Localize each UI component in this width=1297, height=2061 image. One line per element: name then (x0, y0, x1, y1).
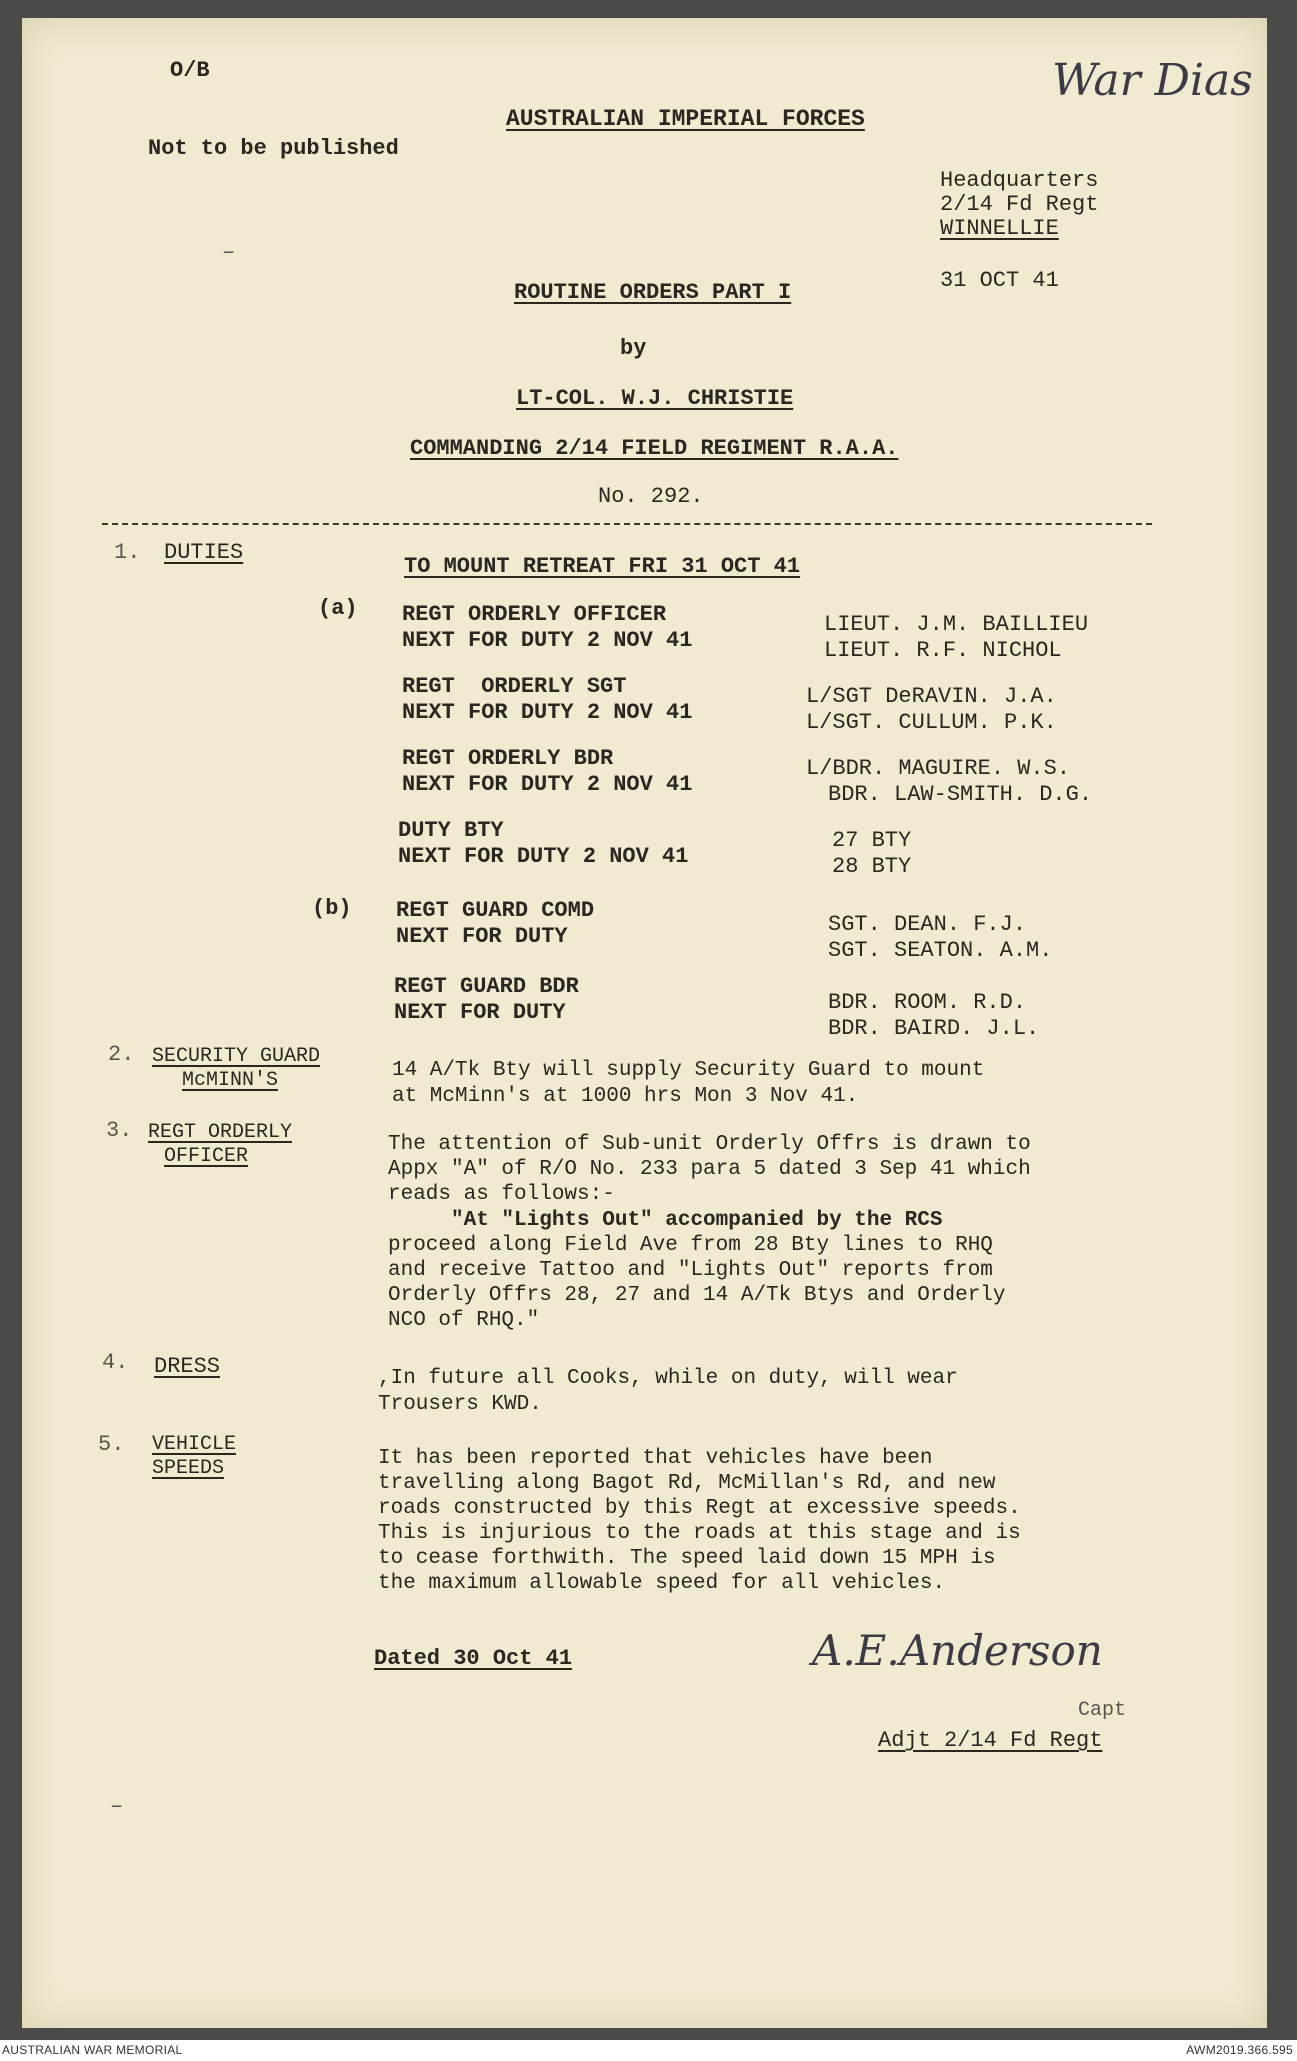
signature: A.E.Anderson (812, 1626, 1103, 1675)
duty-name-next: BDR. LAW-SMITH. D.G. (828, 782, 1093, 807)
vehicle-text-line: the maximum allowable speed for all vehicles. (378, 1572, 946, 1595)
orders-by: by (620, 336, 647, 361)
section-3-heading: REGT ORDERLY (148, 1121, 293, 1144)
security-text-line: 14 A/Tk Bty will supply Security Guard to mount (392, 1059, 985, 1082)
duty-role: REGT ORDERLY OFFICER (402, 602, 667, 627)
section-4-heading: DRESS (154, 1354, 221, 1379)
section-3-number: 3. (106, 1118, 133, 1143)
orderly-text-line: NCO of RHQ." (388, 1309, 540, 1332)
orders-number: No. 292. (598, 484, 704, 509)
orderly-text-line: "At "Lights Out" accompanied by the RCS (388, 1209, 943, 1232)
command-line: COMMANDING 2/14 FIELD REGIMENT R.A.A. (410, 436, 899, 461)
hq-line-2: 2/14 Fd Regt (940, 192, 1099, 217)
duty-role: DUTY BTY (398, 818, 504, 843)
orderly-text-line: Appx "A" of R/O No. 233 para 5 dated 3 Sep 41 which (388, 1158, 1031, 1181)
orderly-text-line: The attention of Sub-unit Orderly Offrs is drawn to (388, 1133, 1031, 1156)
security-text-line: at McMinn's at 1000 hrs Mon 3 Nov 41. (392, 1085, 859, 1108)
duty-next: NEXT FOR DUTY (394, 1000, 566, 1025)
stray-mark: – (110, 1794, 124, 1819)
duty-name: SGT. DEAN. F.J. (828, 912, 1027, 937)
hq-location: WINNELLIE (940, 216, 1059, 241)
section-1-heading: DUTIES (164, 540, 244, 565)
signatory-appointment: Adjt 2/14 Fd Regt (878, 1728, 1103, 1753)
vehicle-text-line: It has been reported that vehicles have been (378, 1447, 933, 1470)
duty-role: REGT ORDERLY SGT (402, 674, 627, 699)
subsection-b-label: (b) (312, 896, 352, 921)
duty-name: LIEUT. J.M. BAILLIEU (824, 612, 1089, 637)
divider-line (102, 523, 1152, 525)
archive-accession-number: AWM2019.366.595 (1186, 2043, 1293, 2057)
orders-title: ROUTINE ORDERS PART I (514, 280, 792, 305)
signatory-rank: Capt (1078, 1699, 1127, 1722)
section-2-number: 2. (108, 1042, 135, 1067)
vehicle-text-line: travelling along Bagot Rd, McMillan's Rd, and new (378, 1472, 996, 1495)
file-reference: O/B (170, 58, 210, 83)
vehicle-text-line: This is injurious to the roads at this stage and is (378, 1522, 1021, 1545)
duty-role: REGT ORDERLY BDR (402, 746, 614, 771)
duty-next: NEXT FOR DUTY 2 NOV 41 (398, 844, 689, 869)
commander-name: LT-COL. W.J. CHRISTIE (516, 386, 794, 411)
restriction-note: Not to be published (148, 136, 399, 161)
orderly-text-line: Orderly Offrs 28, 27 and 14 A/Tk Btys and Orderly (388, 1284, 1006, 1307)
dress-text-line: Trousers KWD. (378, 1393, 542, 1416)
archive-credit: AUSTRALIAN WAR MEMORIAL (2, 2043, 183, 2057)
orderly-text-line: proceed along Field Ave from 28 Bty lines to RHQ (388, 1234, 993, 1257)
duty-next: NEXT FOR DUTY 2 NOV 41 (402, 628, 693, 653)
duty-name-next: SGT. SEATON. A.M. (828, 938, 1053, 963)
duties-subheading: TO MOUNT RETREAT FRI 31 OCT 41 (404, 554, 801, 579)
section-5-number: 5. (98, 1432, 125, 1457)
section-1-number: 1. (114, 540, 141, 565)
section-3-heading-sub: OFFICER (164, 1145, 249, 1168)
document-page (22, 18, 1267, 2028)
duty-name: BDR. ROOM. R.D. (828, 990, 1027, 1015)
duty-role: REGT GUARD BDR (394, 974, 579, 999)
duty-name: L/BDR. MAGUIRE. W.S. (806, 756, 1071, 781)
force-heading: AUSTRALIAN IMPERIAL FORCES (506, 106, 865, 132)
duty-next: NEXT FOR DUTY (396, 924, 568, 949)
stray-mark: – (222, 240, 236, 265)
handwritten-annotation: War Dias (1052, 55, 1253, 106)
section-4-number: 4. (102, 1350, 129, 1375)
vehicle-text-line: to cease forthwith. The speed laid down 15 MPH is (378, 1547, 996, 1570)
section-5-heading: VEHICLE (152, 1433, 237, 1456)
duty-name: L/SGT DeRAVIN. J.A. (806, 684, 1057, 709)
duty-role: REGT GUARD COMD (396, 898, 595, 923)
duty-name-next: 28 BTY (832, 854, 912, 879)
subsection-a-label: (a) (318, 596, 358, 621)
orderly-text-line: and receive Tattoo and "Lights Out" reports from (388, 1259, 993, 1282)
duty-name-next: BDR. BAIRD. J.L. (828, 1016, 1040, 1041)
vehicle-text-line: roads constructed by this Regt at excessive speeds. (378, 1497, 1021, 1520)
document-date: 31 OCT 41 (940, 268, 1059, 293)
duty-name: 27 BTY (832, 828, 912, 853)
duty-next: NEXT FOR DUTY 2 NOV 41 (402, 700, 693, 725)
dated-line: Dated 30 Oct 41 (374, 1646, 573, 1671)
section-5-heading-sub: SPEEDS (152, 1457, 225, 1480)
hq-line-1: Headquarters (940, 168, 1099, 193)
orderly-text-line: reads as follows:- (388, 1183, 615, 1206)
section-2-heading: SECURITY GUARD (152, 1045, 321, 1068)
section-2-heading-sub: McMINN'S (182, 1069, 279, 1092)
dress-text-line: ,In future all Cooks, while on duty, will wear (378, 1367, 958, 1390)
duty-next: NEXT FOR DUTY 2 NOV 41 (402, 772, 693, 797)
duty-name-next: L/SGT. CULLUM. P.K. (806, 710, 1057, 735)
duty-name-next: LIEUT. R.F. NICHOL (824, 638, 1062, 663)
